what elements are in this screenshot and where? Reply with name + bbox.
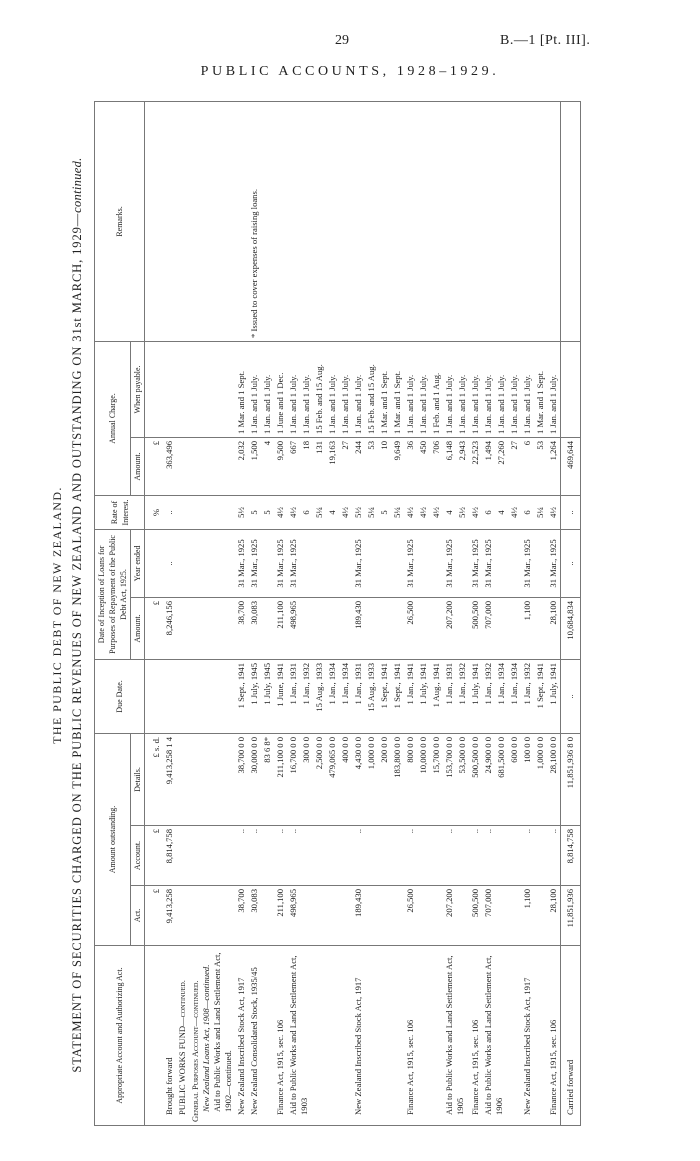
inception-amount: 28,100 bbox=[547, 597, 561, 659]
due-date: 1 Sept., 1941 bbox=[235, 659, 248, 733]
annual-amount: 27 bbox=[339, 437, 352, 495]
authorizing-act: New Zealand Inscribed Stock Act, 1917 bbox=[235, 946, 248, 1126]
brought-forward-account: 8,814,758 bbox=[163, 826, 176, 886]
act-amount: 189,430 bbox=[352, 886, 404, 946]
page-number: 29 bbox=[335, 33, 349, 48]
due-date: 1 Jan., 1931 bbox=[352, 659, 365, 733]
due-date: 1 Jan., 1931 bbox=[443, 659, 456, 733]
annual-amount: 36 bbox=[404, 437, 417, 495]
carried-forward-label: Carried forward bbox=[561, 946, 581, 1126]
when-payable: 15 Feb. and 15 Aug. bbox=[365, 341, 378, 437]
authorizing-act: Finance Act, 1915, sec. 106 bbox=[547, 946, 561, 1126]
brought-forward-details: 9,413,258 1 4 bbox=[163, 733, 176, 825]
unit-inception-amount: £ bbox=[145, 597, 164, 659]
details-amount: 24,900 0 0 bbox=[482, 733, 495, 825]
interest-rate: 4½ bbox=[508, 495, 521, 529]
details-amount: 2,500 0 0 bbox=[313, 733, 326, 825]
due-date: 1 July, 1941 bbox=[469, 659, 482, 733]
when-payable: 1 Jan. and 1 July. bbox=[287, 341, 300, 437]
table-row bbox=[521, 101, 534, 1125]
table-row bbox=[469, 101, 482, 1125]
interest-rate: 5¼ bbox=[391, 495, 404, 529]
header-when-payable: When payable. bbox=[131, 341, 145, 437]
table-row bbox=[547, 101, 561, 1125]
when-payable: 1 Jan. and 1 July. bbox=[326, 341, 339, 437]
when-payable: 1 Mar. and 1 Sept. bbox=[378, 341, 391, 437]
when-payable: 1 Jan. and 1 July. bbox=[300, 341, 313, 437]
annual-amount: 9,649 bbox=[391, 437, 404, 495]
authorizing-act: New Zealand Inscribed Stock Act, 1917 bbox=[352, 946, 404, 1126]
account-amount: .. bbox=[547, 826, 561, 886]
inception-year: 31 Mar., 1925 bbox=[352, 529, 404, 597]
details-amount: 1,000 0 0 bbox=[365, 733, 378, 825]
carried-forward-act: 11,851,936 bbox=[561, 886, 581, 946]
account-heading-row bbox=[189, 101, 235, 1125]
details-amount: 38,700 0 0 bbox=[235, 733, 248, 825]
annual-amount: 53 bbox=[365, 437, 378, 495]
remarks bbox=[287, 101, 352, 341]
annual-amount: 706 bbox=[430, 437, 443, 495]
details-amount: 211,100 0 0 bbox=[274, 733, 287, 825]
inception-amount: 30,083 bbox=[248, 597, 274, 659]
when-payable: 1 Mar. and 1 Sept. bbox=[534, 341, 547, 437]
details-amount: 183,800 0 0 bbox=[391, 733, 404, 825]
page-header bbox=[0, 0, 700, 80]
table-row bbox=[443, 101, 456, 1125]
details-amount: 479,065 0 0 bbox=[326, 733, 339, 825]
annual-amount: 1,264 bbox=[547, 437, 561, 495]
details-amount: 53,500 0 0 bbox=[456, 733, 469, 825]
header-annual-amount: Amount. bbox=[131, 437, 145, 495]
when-payable: 1 Jan. and 1 July. bbox=[339, 341, 352, 437]
interest-rate: 5¼ bbox=[313, 495, 326, 529]
remarks bbox=[404, 101, 443, 341]
when-payable: 1 Jan. and 1 July. bbox=[443, 341, 456, 437]
account-amount: .. bbox=[521, 826, 547, 886]
details-amount: 600 0 0 bbox=[508, 733, 521, 825]
remarks bbox=[235, 101, 248, 341]
interest-rate: 4½ bbox=[547, 495, 561, 529]
inception-year: 31 Mar., 1925 bbox=[248, 529, 274, 597]
account-amount: .. bbox=[443, 826, 469, 886]
brought-forward-act: 9,413,258 bbox=[163, 886, 176, 946]
inception-year: 31 Mar., 1925 bbox=[469, 529, 482, 597]
details-amount: 10,000 0 0 bbox=[417, 733, 430, 825]
act-amount: 28,100 bbox=[547, 886, 561, 946]
interest-rate: 5¼ bbox=[365, 495, 378, 529]
details-amount: 4,430 0 0 bbox=[352, 733, 365, 825]
when-payable: 1 Jan. and 1 July. bbox=[547, 341, 561, 437]
interest-rate: 4 bbox=[443, 495, 456, 529]
interest-rate: 4½ bbox=[274, 495, 287, 529]
details-amount: 1,000 0 0 bbox=[534, 733, 547, 825]
header-act: Act. bbox=[131, 886, 145, 946]
inception-year: 31 Mar., 1925 bbox=[482, 529, 521, 597]
unit-annual-amount: £ bbox=[145, 437, 164, 495]
interest-rate: 6 bbox=[521, 495, 534, 529]
annual-amount: 1,500 bbox=[248, 437, 261, 495]
due-date: 1 July, 1945 bbox=[261, 659, 274, 733]
act-amount: 707,000 bbox=[482, 886, 521, 946]
account-amount: .. bbox=[404, 826, 443, 886]
carried-forward-section bbox=[561, 101, 581, 1125]
when-payable: 15 Feb. and 15 Aug. bbox=[313, 341, 326, 437]
interest-rate: 4½ bbox=[287, 495, 300, 529]
due-date: 1 Jan., 1934 bbox=[326, 659, 339, 733]
due-date: 1 Sept., 1941 bbox=[391, 659, 404, 733]
act-amount: 498,965 bbox=[287, 886, 352, 946]
document-reference: B.—1 [Pt. III]. bbox=[500, 33, 591, 48]
due-date: 1 Jan., 1932 bbox=[521, 659, 534, 733]
annual-amount: 53 bbox=[534, 437, 547, 495]
inception-year: 31 Mar., 1925 bbox=[547, 529, 561, 597]
brought-forward-inception-year: .. bbox=[163, 529, 176, 597]
remarks bbox=[469, 101, 482, 341]
remarks bbox=[521, 101, 547, 341]
when-payable: 1 Jan. and 1 July. bbox=[456, 341, 469, 437]
carried-forward-due: .. bbox=[561, 659, 581, 733]
gp-sub-heading-2: Aid to Public Works and Land Settlement Act, 1902—continued. bbox=[212, 952, 233, 1112]
inception-year: 31 Mar., 1925 bbox=[287, 529, 352, 597]
header-due-date: Due Date. bbox=[95, 659, 145, 733]
carried-forward-inception-amount: 10,684,834 bbox=[561, 597, 581, 659]
remarks bbox=[482, 101, 521, 341]
main-title: THE PUBLIC DEBT OF NEW ZEALAND. bbox=[50, 486, 64, 744]
interest-rate: 4½ bbox=[430, 495, 443, 529]
remarks bbox=[443, 101, 469, 341]
due-date: 15 Aug., 1933 bbox=[313, 659, 326, 733]
due-date: 1 Jan., 1941 bbox=[404, 659, 417, 733]
account-amount: .. bbox=[352, 826, 404, 886]
brought-forward-inception-amount: 8,246,156 bbox=[163, 597, 176, 659]
details-amount: 300 0 0 bbox=[300, 733, 313, 825]
unit-details: £ s. d. bbox=[145, 733, 164, 825]
remarks bbox=[547, 101, 561, 341]
header-details: Details. bbox=[131, 733, 145, 825]
when-payable: 1 Mar. and 1 Sept. bbox=[235, 341, 248, 437]
carried-forward-details: 11,851,936 8 0 bbox=[561, 733, 581, 825]
interest-rate: 4½ bbox=[339, 495, 352, 529]
inception-amount: 189,430 bbox=[352, 597, 404, 659]
due-date: 15 Aug., 1933 bbox=[365, 659, 378, 733]
account-amount: .. bbox=[469, 826, 482, 886]
header-rate: Rate of Interest. bbox=[95, 495, 145, 529]
account-amount: .. bbox=[235, 826, 248, 886]
interest-rate: 5½ bbox=[235, 495, 248, 529]
annual-amount: 450 bbox=[417, 437, 430, 495]
due-date: 1 Sept., 1941 bbox=[534, 659, 547, 733]
act-amount: 1,100 bbox=[521, 886, 547, 946]
fund-heading: PUBLIC WORKS FUND—continued. bbox=[176, 946, 189, 1126]
due-date: 1 July, 1945 bbox=[248, 659, 261, 733]
table-row bbox=[352, 101, 365, 1125]
when-payable: 1 Jan. and 1 July. bbox=[248, 341, 261, 437]
annual-amount: 4 bbox=[261, 437, 274, 495]
when-payable: 1 Feb. and 1 Aug. bbox=[430, 341, 443, 437]
brought-forward-annual-amount: 363,496 bbox=[163, 437, 176, 495]
details-amount: 15,700 0 0 bbox=[430, 733, 443, 825]
unit-account: £ bbox=[145, 826, 164, 886]
inception-amount: 211,100 bbox=[274, 597, 287, 659]
annual-amount: 131 bbox=[313, 437, 326, 495]
remarks bbox=[274, 101, 287, 341]
account-amount: .. bbox=[482, 826, 521, 886]
securities-table bbox=[94, 101, 581, 1126]
carried-forward-account: 8,814,758 bbox=[561, 826, 581, 886]
due-date: 1 Aug., 1941 bbox=[430, 659, 443, 733]
remarks: * Issued to cover expenses of raising loans. bbox=[248, 101, 274, 341]
gp-sub-heading-1: New Zealand Loans Act, 1908—continued. bbox=[201, 964, 211, 1112]
interest-rate: 5 bbox=[378, 495, 391, 529]
interest-rate: 5½ bbox=[456, 495, 469, 529]
authorizing-act: Aid to Public Works and Land Settlement Act, 1905 bbox=[443, 946, 469, 1126]
due-date: 1 Sept., 1941 bbox=[378, 659, 391, 733]
inception-year: 31 Mar., 1925 bbox=[274, 529, 287, 597]
act-amount: 207,200 bbox=[443, 886, 469, 946]
due-date: 1 Jan., 1932 bbox=[482, 659, 495, 733]
when-payable: 1 Mar. and 1 Sept. bbox=[391, 341, 404, 437]
details-amount: 681,500 0 0 bbox=[495, 733, 508, 825]
when-payable: 1 Jan. and 1 July. bbox=[495, 341, 508, 437]
authorizing-act: Finance Act, 1915, sec. 106 bbox=[274, 946, 287, 1126]
header-amount-outstanding: Amount outstanding. bbox=[95, 733, 131, 945]
details-amount: 200 0 0 bbox=[378, 733, 391, 825]
when-payable: 1 Jan. and 1 July. bbox=[508, 341, 521, 437]
act-amount: 211,100 bbox=[274, 886, 287, 946]
when-payable: 1 Jan. and 1 July. bbox=[404, 341, 417, 437]
header-account: Account. bbox=[131, 826, 145, 886]
inception-year: 31 Mar., 1925 bbox=[404, 529, 443, 597]
table-row bbox=[404, 101, 417, 1125]
act-amount: 30,083 bbox=[248, 886, 274, 946]
table-row bbox=[235, 101, 248, 1125]
interest-rate: 4 bbox=[326, 495, 339, 529]
details-amount: 83 6 8* bbox=[261, 733, 274, 825]
interest-rate: 6 bbox=[482, 495, 495, 529]
remarks bbox=[352, 101, 404, 341]
statement-title-suffix: continued. bbox=[70, 157, 84, 213]
annual-amount: 6 bbox=[521, 437, 534, 495]
header-inception: Date of Inception of Loans for Purposes of Repayment of the Public Debt Act, 1925. bbox=[95, 529, 131, 659]
due-date: 1 Jan., 1934 bbox=[339, 659, 352, 733]
details-amount: 400 0 0 bbox=[339, 733, 352, 825]
details-amount: 153,700 0 0 bbox=[443, 733, 456, 825]
inception-year: 31 Mar., 1925 bbox=[521, 529, 547, 597]
securities-table-body bbox=[145, 101, 561, 1125]
account-headings bbox=[189, 946, 235, 1126]
gp-heading: General Purposes Account—continued. bbox=[190, 980, 200, 1122]
interest-rate: 4½ bbox=[417, 495, 430, 529]
details-amount: 800 0 0 bbox=[404, 733, 417, 825]
inception-amount: 498,965 bbox=[287, 597, 352, 659]
due-date: 1 Jan., 1932 bbox=[300, 659, 313, 733]
when-payable: 1 Jan. and 1 July. bbox=[261, 341, 274, 437]
brought-forward-rate: .. bbox=[163, 495, 176, 529]
authorizing-act: New Zealand Consolidated Stock, 1935/45 bbox=[248, 946, 274, 1126]
details-amount: 28,100 0 0 bbox=[547, 733, 561, 825]
annual-amount: 244 bbox=[352, 437, 365, 495]
due-date: 1 July, 1941 bbox=[417, 659, 430, 733]
account-amount: .. bbox=[274, 826, 287, 886]
details-amount: 16,700 0 0 bbox=[287, 733, 300, 825]
annual-amount: 10 bbox=[378, 437, 391, 495]
annual-amount: 18 bbox=[300, 437, 313, 495]
carried-forward-rate: .. bbox=[561, 495, 581, 529]
header-appropriate: Appropriate Account and Authorizing Act. bbox=[95, 946, 145, 1126]
annual-amount: 2,032 bbox=[235, 437, 248, 495]
act-amount: 26,500 bbox=[404, 886, 443, 946]
details-amount: 100 0 0 bbox=[521, 733, 534, 825]
when-payable: 1 Jan. and 1 July. bbox=[482, 341, 495, 437]
interest-rate: 4½ bbox=[469, 495, 482, 529]
inception-amount: 1,100 bbox=[521, 597, 547, 659]
annual-amount: 27 bbox=[508, 437, 521, 495]
due-date: 1 Jan., 1931 bbox=[287, 659, 300, 733]
annual-amount: 27,260 bbox=[495, 437, 508, 495]
inception-year: 31 Mar., 1925 bbox=[443, 529, 469, 597]
inception-amount: 207,200 bbox=[443, 597, 469, 659]
annual-amount: 667 bbox=[287, 437, 300, 495]
due-date: 1 Jan., 1934 bbox=[508, 659, 521, 733]
due-date: 1 Jan., 1934 bbox=[495, 659, 508, 733]
statement-title bbox=[70, 90, 88, 1140]
act-amount: 500,500 bbox=[469, 886, 482, 946]
interest-rate: 4½ bbox=[404, 495, 417, 529]
interest-rate: 4 bbox=[495, 495, 508, 529]
due-date: 1 June, 1941 bbox=[274, 659, 287, 733]
inception-amount: 707,000 bbox=[482, 597, 521, 659]
act-amount: 38,700 bbox=[235, 886, 248, 946]
annual-amount: 2,943 bbox=[456, 437, 469, 495]
carried-forward-row bbox=[561, 101, 581, 1125]
annual-amount: 9,500 bbox=[274, 437, 287, 495]
details-amount: 500,500 0 0 bbox=[469, 733, 482, 825]
authorizing-act: Finance Act, 1915, sec. 106 bbox=[469, 946, 482, 1126]
authorizing-act: New Zealand Inscribed Stock Act, 1917 bbox=[521, 946, 547, 1126]
header-annual-charge: Annual Charge. bbox=[95, 341, 131, 495]
units-row bbox=[145, 101, 164, 1125]
table-row bbox=[248, 101, 261, 1125]
brought-forward-row bbox=[163, 101, 176, 1125]
interest-rate: 5½ bbox=[352, 495, 365, 529]
interest-rate: 6 bbox=[300, 495, 313, 529]
carried-forward-annual-amount: 469,644 bbox=[561, 437, 581, 495]
header-inception-year: Year ended bbox=[131, 529, 145, 597]
details-amount: 30,000 0 0 bbox=[248, 733, 261, 825]
table-row bbox=[482, 101, 495, 1125]
annual-amount: 19,163 bbox=[326, 437, 339, 495]
annual-amount: 22,523 bbox=[469, 437, 482, 495]
inception-year: 31 Mar., 1925 bbox=[235, 529, 248, 597]
due-date: 1 Jan., 1932 bbox=[456, 659, 469, 733]
when-payable: 1 Jan. and 1 July. bbox=[417, 341, 430, 437]
inception-amount: 500,500 bbox=[469, 597, 482, 659]
header-remarks: Remarks. bbox=[95, 101, 145, 341]
running-title: PUBLIC ACCOUNTS, 1928–1929. bbox=[200, 64, 500, 79]
statement-title-text: STATEMENT OF SECURITIES CHARGED ON THE PUBLIC REVENUES OF NEW ZEALAND AND OUTSTANDING ON 31st MARCH, 1929— bbox=[70, 212, 84, 1073]
rotated-statement bbox=[50, 90, 650, 1140]
unit-act: £ bbox=[145, 886, 164, 946]
when-payable: 1 Jan. and 1 July. bbox=[352, 341, 365, 437]
annual-amount: 6,148 bbox=[443, 437, 456, 495]
annual-amount: 1,494 bbox=[482, 437, 495, 495]
header-inception-amount: Amount. bbox=[131, 597, 145, 659]
account-amount: .. bbox=[287, 826, 352, 886]
table-row bbox=[274, 101, 287, 1125]
authorizing-act: Aid to Public Works and Land Settlement Act, 1903 bbox=[287, 946, 352, 1126]
interest-rate: 5¼ bbox=[534, 495, 547, 529]
carried-forward-inception-year: .. bbox=[561, 529, 581, 597]
inception-amount: 26,500 bbox=[404, 597, 443, 659]
interest-rate: 5 bbox=[248, 495, 261, 529]
due-date: 1 July, 1941 bbox=[547, 659, 561, 733]
unit-rate: % bbox=[145, 495, 164, 529]
fund-heading-row bbox=[176, 101, 189, 1125]
table-row bbox=[287, 101, 300, 1125]
account-amount: .. bbox=[248, 826, 274, 886]
when-payable: 1 June and 1 Dec. bbox=[274, 341, 287, 437]
interest-rate: 5 bbox=[261, 495, 274, 529]
brought-forward-label: Brought forward bbox=[163, 946, 176, 1126]
inception-amount: 38,700 bbox=[235, 597, 248, 659]
when-payable: 1 Jan. and 1 July. bbox=[521, 341, 534, 437]
when-payable: 1 Jan. and 1 July. bbox=[469, 341, 482, 437]
authorizing-act: Finance Act, 1915, sec. 106 bbox=[404, 946, 443, 1126]
authorizing-act: Aid to Public Works and Land Settlement Act, 1906 bbox=[482, 946, 521, 1126]
